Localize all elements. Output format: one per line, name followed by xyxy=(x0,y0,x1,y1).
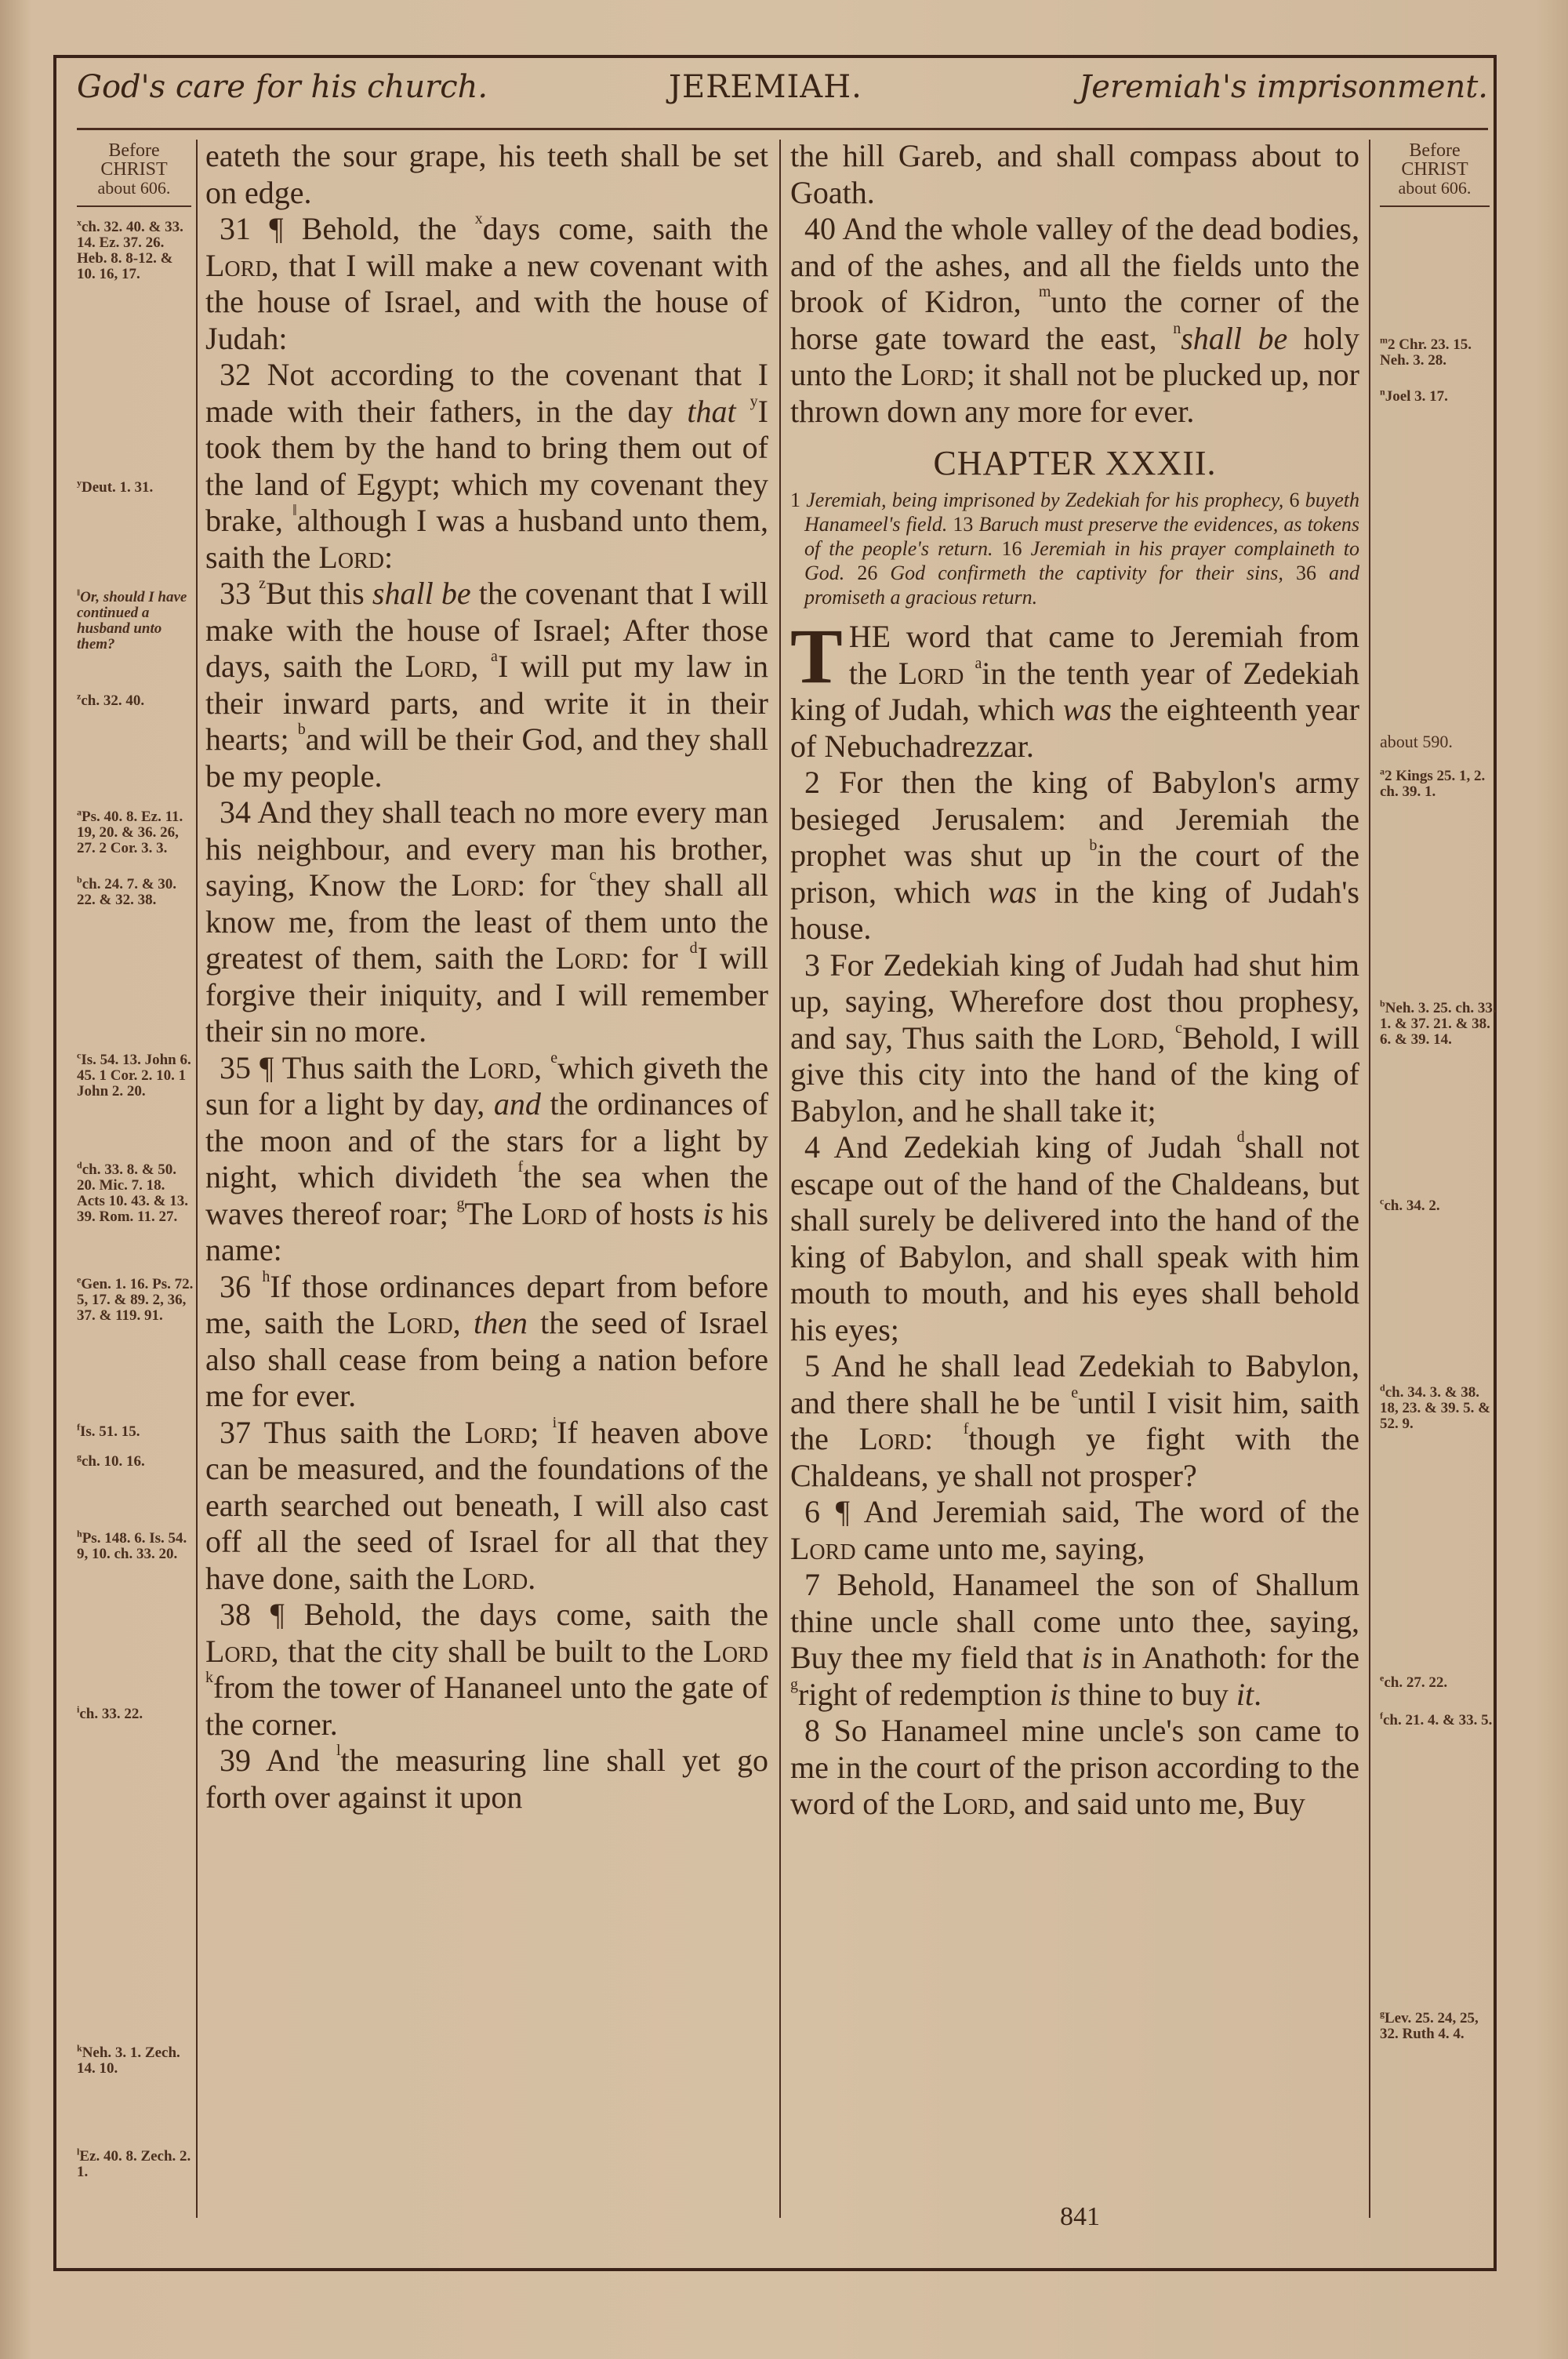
cross-reference: $^e$ch. 27. 22. xyxy=(1380,1672,1448,1691)
verse-7: 7 Behold, Hanameel the son of Shallum thine uncle shall come unto thee, saying, Buy thee my field that is in Anathoth: for the $^g$right of redemption is thine to buy it. xyxy=(790,1567,1360,1712)
cross-reference: $^n$Joel 3. 17. xyxy=(1380,386,1448,405)
verse-5: 5 And he shall lead Zedekiah to Babylon, and there shall he be $^e$until I visit him, saith the Lord: $^f$though ye fight with the Chaldeans, ye shall not prosper? xyxy=(790,1348,1359,1493)
date-line: CHRIST xyxy=(100,159,168,180)
verse-36: 36 $^h$If those ordinances depart from before me, saith the Lord, then the seed of Israel also shall cease from being a nation before me for ever. xyxy=(205,1267,769,1413)
cross-reference: $^y$Deut. 1. 31. xyxy=(77,477,154,496)
cross-reference: $^m$2 Chr. 23. 15. Neh. 3. 28. xyxy=(1380,334,1472,369)
date-line: Before xyxy=(1409,140,1461,161)
right-text-column xyxy=(790,138,1359,1823)
verse-38: 38 ¶ Behold, the days come, saith the Lord, that the city shall be built to the Lord $^k$from the tower of Hananeel unto the gate of the corner. xyxy=(205,1597,769,1742)
left-text-column xyxy=(205,138,768,1816)
cross-reference: $^z$ch. 32. 40. xyxy=(77,690,145,709)
date-heading xyxy=(1380,141,1490,198)
cross-reference: $^i$ch. 33. 22. xyxy=(77,1703,143,1722)
cross-reference: $^l$Ez. 40. 8. Zech. 2. 1. xyxy=(77,2146,191,2180)
verse-35: 35 ¶ Thus saith the Lord, $^e$which giveth the sun for a light by day, and the ordinances of the moon and of the stars for a light by night, which divideth $^f$the sea when the waves thereof roar; $^g$The Lord of hosts is his name: xyxy=(205,1049,769,1267)
chapter-summary: 1 Jeremiah, being imprisoned by Zedekiah for his prophecy, 6 buyeth Hanameel's field. 13 Baruch must preserve the evidences, as tokens of the people's return. 16 Jeremiah in his prayer complaineth to God. 26 God confirmeth the captivity for their sins, 36 and promiseth a gracious return. xyxy=(790,489,1360,609)
header-book-title: JEREMIAH. xyxy=(669,69,862,105)
cross-reference: $^k$Neh. 3. 1. Zech. 14. 10. xyxy=(77,2042,180,2077)
verse-33: 33 $^z$But this shall be the covenant that I will make with the house of Israel; After those days, saith the Lord, $^a$I will put my law in their inward parts, and write it in their hearts; $^b$and will be their God, and they shall be my people. xyxy=(205,575,769,794)
date-heading xyxy=(77,141,191,198)
chapter-heading: CHAPTER XXXII. xyxy=(933,444,1217,482)
cross-reference: $^f$Is. 51. 15. xyxy=(77,1421,140,1440)
cross-reference: $^b$Neh. 3. 25. ch. 33. 1. & 37. 21. & 38. 6. & 39. 14. xyxy=(1380,998,1497,1048)
cross-reference: $^d$ch. 33. 8. & 50. 20. Mic. 7. 18. Acts 10. 43. & 13. 39. Rom. 11. 27. xyxy=(77,1159,188,1225)
page-number: 841 xyxy=(1060,2202,1100,2231)
cross-reference: $^a$2 Kings 25. 1, 2. ch. 39. 1. xyxy=(1380,765,1486,800)
verse-4: 4 And Zedekiah king of Judah $^d$shall not escape out of the hand of the Chaldeans, but shall surely be delivered into the hand of the king of Babylon, and shall speak with him mouth to mouth, and his eyes shall behold his eyes; xyxy=(790,1129,1360,1347)
drop-cap: T xyxy=(790,612,843,700)
verse-39-end: the hill Gareb, and shall compass about to Goath. xyxy=(790,138,1359,210)
running-header xyxy=(77,69,1488,116)
cross-reference: $^f$ch. 21. 4. & 33. 5. xyxy=(1380,1710,1493,1728)
pilcrow-icon: ¶ xyxy=(835,1494,850,1529)
verse-3: 3 For Zedekiah king of Judah had shut him up, saying, Wherefore dost thou prophesy, and say, Thus saith the Lord, $^c$Behold, I will give this city into the hand of the king of Babylon, and he shall take it; xyxy=(790,947,1360,1129)
right-margin-rule xyxy=(1369,140,1370,2218)
verse-39: 39 And $^l$the measuring line shall yet go forth over against it upon xyxy=(205,1742,768,1815)
date-line: about 606. xyxy=(97,178,171,198)
left-margin-references xyxy=(77,140,194,2212)
marginal-note: ‖Or, should I have continued a husband unto them? xyxy=(77,587,187,652)
header-left-title: God's care for his church. xyxy=(77,69,488,105)
verse-6: 6 ¶ And Jeremiah said, The word of the Lord came unto me, saying, xyxy=(790,1494,1360,1566)
cross-reference: $^x$ch. 32. 40. & 33. 14. Ez. 37. 26. Heb. 8. 8-12. & 10. 16, 17. xyxy=(77,216,183,282)
date-change: about 590. xyxy=(1380,732,1453,751)
date-line: CHRIST xyxy=(1401,159,1468,180)
header-rule xyxy=(77,128,1488,130)
cross-reference: $^b$ch. 24. 7. & 30. 22. & 32. 38. xyxy=(77,874,177,908)
left-margin-rule xyxy=(196,140,198,2218)
cross-reference: $^g$ch. 10. 16. xyxy=(77,1451,145,1470)
pilcrow-icon: ¶ xyxy=(270,1597,285,1632)
verse-1: THE word that came to Jeremiah from the Lord $^a$in the tenth year of Zedekiah king of Judah, which was the eighteenth year of Nebuchadrezzar. xyxy=(790,612,1360,764)
margin-rule xyxy=(77,205,191,207)
cross-reference: $^a$Ps. 40. 8. Ez. 11. 19, 20. & 36. 26, 27. 2 Cor. 3. 3. xyxy=(77,806,183,856)
verse-37: 37 Thus saith the Lord; $^i$If heaven above can be measured, and the foundations of the earth searched out beneath, I will also cast off all the seed of Israel for all that they have done, saith the Lord. xyxy=(205,1413,768,1596)
cross-reference: $^h$Ps. 148. 6. Is. 54. 9, 10. ch. 33. 20. xyxy=(77,1528,187,1562)
date-line: about 606. xyxy=(1398,178,1472,198)
cross-reference: $^e$Gen. 1. 16. Ps. 72. 5, 17. & 89. 2, 36, 37. & 119. 91. xyxy=(77,1274,194,1324)
verse-31: 31 ¶ Behold, the $^x$days come, saith the Lord, that I will make a new covenant with the house of Israel, and with the house of Judah: xyxy=(205,210,769,356)
verse-8: 8 So Hanameel mine uncle's son came to me in the court of the prison according to the word of the Lord, and said unto me, Buy xyxy=(790,1713,1360,1821)
date-line: Before xyxy=(108,140,160,161)
verse-2: 2 For then the king of Babylon's army besieged Jerusalem: and Jeremiah the prophet was shut up $^b$in the court of the prison, which was in the king of Judah's house. xyxy=(790,765,1360,946)
verse-40: 40 And the whole valley of the dead bodies, and of the ashes, and all the fields unto the brook of Kidron, $^m$unto the corner of the horse gate toward the east, $^n$shall be holy unto the Lord; it shall not be plucked up, nor thrown down any more for ever. xyxy=(790,211,1360,429)
center-column-rule xyxy=(779,140,781,2218)
cross-reference: $^c$Is. 54. 13. John 6. 45. 1 Cor. 2. 10. 1 John 2. 20. xyxy=(77,1049,191,1100)
verse-34: 34 And they shall teach no more every man his neighbour, and every man his brother, saying, Know the Lord: for $^c$they shall all know me, from the least of them unto the greatest of them, saith the Lord: for $^d$I will forgive their iniquity, and I will remember their sin no more. xyxy=(205,794,769,1049)
pilcrow-icon: ¶ xyxy=(269,211,284,246)
cross-reference: $^g$Lev. 25. 24, 25, 32. Ruth 4. 4. xyxy=(1380,2008,1479,2042)
margin-rule xyxy=(1380,205,1490,207)
header-right-title: Jeremiah's imprisonment. xyxy=(1079,69,1488,105)
pilcrow-icon: ¶ xyxy=(260,1049,274,1085)
verse-30-end: eateth the sour grape, his teeth shall be set on edge. xyxy=(205,138,768,210)
cross-reference: $^d$ch. 34. 3. & 38. 18, 23. & 39. 5. & 52. 9. xyxy=(1380,1382,1490,1432)
cross-reference: $^c$ch. 34. 2. xyxy=(1380,1195,1440,1214)
right-margin-references xyxy=(1380,140,1497,2212)
verse-32: 32 Not according to the covenant that I made with their fathers, in the day that $^y$I took them by the hand to bring them out of the land of Egypt; which my covenant they brake, ‖although I was a husband unto them, saith the Lord: xyxy=(205,357,769,575)
